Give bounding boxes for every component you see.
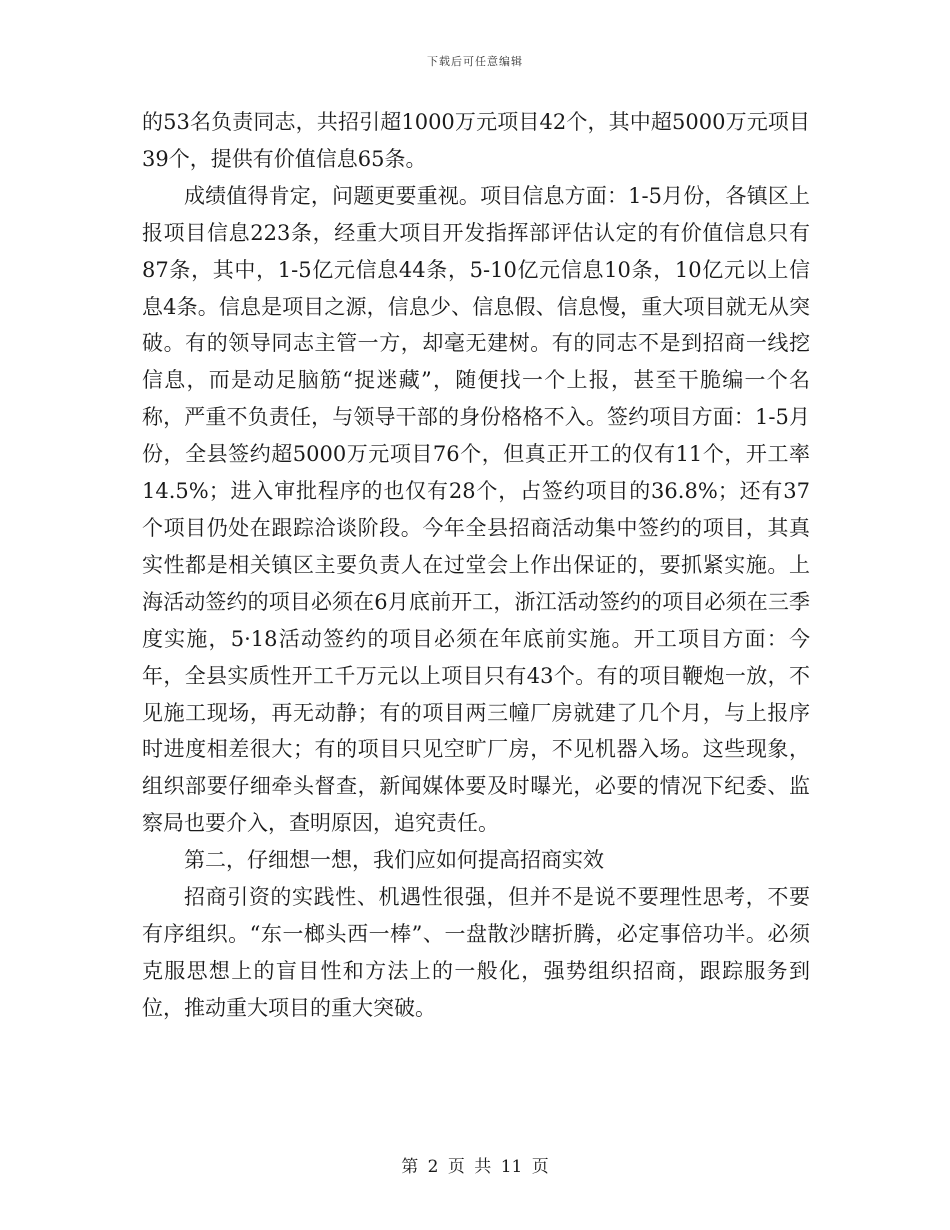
paragraph-4: 招商引资的实践性、机遇性很强，但并不是说不要理性思考，不要有序组织。“东一榔头西一棒”、一盘散沙瞎折腾，必定事倍功半。必须克服思想上的盲目性和方法上的一般化，强势组织招商，跟踪服务到位，推动重大项目的重大突破。 — [142, 885, 810, 1020]
page-number-footer: 第 2 页 共 11 页 — [401, 1157, 549, 1177]
paragraph-1: 的53名负责同志，共招引超1000万元项目42个，其中超5000万元项目39个，提供有价值信息65条。 — [142, 110, 810, 171]
document-body — [142, 104, 810, 1027]
paragraph-2: 成绩值得肯定，问题更要重视。项目信息方面：1-5月份，各镇区上报项目信息223条，经重大项目开发指挥部评估认定的有价值信息只有87条，其中，1-5亿元信息44条，5-10亿元信息10条，10亿元以上信息4条。信息是项目之源，信息少、信息假、信息慢，重大项目就无从突破。有的领导同志主管一方，却毫无建树。有的同志不是到招商一线挖信息，而是动足脑筋“捉迷藏”，随便找一个上报，甚至干脆编一个名称，严重不负责任，与领导干部的身份格格不入。签约项目方面：1-5月份，全县签约超5000万元项目76个，但真正开工的仅有11个，开工率14.5%；进入审批程序的也仅有28个，占签约项目的36.8%；还有37个项目仍处在跟踪洽谈阶段。今年全县招商活动集中签约的项目，其真实性都是相关镇区主要负责人在过堂会上作出保证的，要抓紧实施。上海活动签约的项目必须在6月底前开工，浙江活动签约的项目必须在三季度实施，5·18活动签约的项目必须在年底前实施。开工项目方面：今年，全县实质性开工千万元以上项目只有43个。有的项目鞭炮一放，不见施工现场，再无动静；有的项目两三幢厂房就建了几个月，与上报序时进度相差很大；有的项目只见空旷厂房，不见机器入场。这些现象，组织部要仔细牵头督查，新闻媒体要及时曝光，必要的情况下纪委、监察局也要介入，查明原因，追究责任。 — [142, 183, 810, 836]
page-header-note: 下载后可任意编辑 — [427, 55, 523, 68]
paragraph-3-section-heading: 第二，仔细想一想，我们应如何提高招商实效 — [184, 848, 604, 873]
